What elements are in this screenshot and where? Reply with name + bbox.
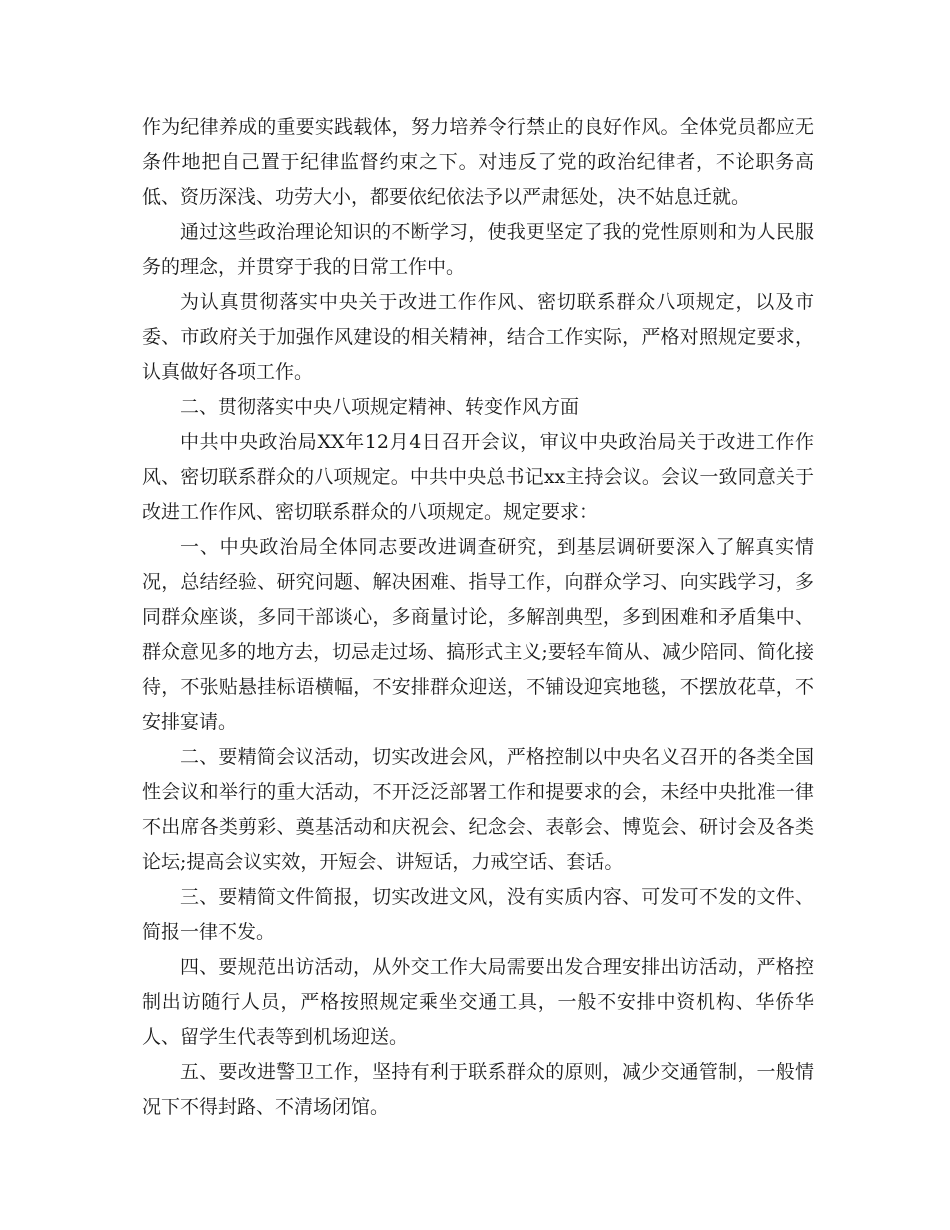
document-body	[142, 110, 814, 1125]
paragraph: 为认真贯彻落实中央关于改进工作作风、密切联系群众八项规定，以及市委、市政府关于加强作风建设的相关精神，结合工作实际，严格对照规定要求，认真做好各项工作。	[142, 291, 814, 383]
list-item: 五、要改进警卫工作，坚持有利于联系群众的原则，减少交通管制，一般情况下不得封路、不清场闭馆。	[142, 1061, 814, 1118]
list-item: 一、中央政治局全体同志要改进调查研究，到基层调研要深入了解真实情况，总结经验、研究问题、解决困难、指导工作，向群众学习、向实践学习，多同群众座谈，多同干部谈心，多商量讨论，多解剖典型，多到困难和矛盾集中、群众意见多的地方去，切忌走过场、搞形式主义;要轻车简从、减少陪同、简化接待，不张贴悬挂标语横幅，不安排群众迎送，不铺设迎宾地毯，不摆放花草，不安排宴请。	[142, 536, 814, 733]
list-item: 二、要精简会议活动，切实改进会风，严格控制以中央名义召开的各类全国性会议和举行的重大活动，不开泛泛部署工作和提要求的会，未经中央批准一律不出席各类剪彩、奠基活动和庆祝会、纪念会、表彰会、博览会、研讨会及各类论坛;提高会议实效，开短会、讲短话，力戒空话、套话。	[142, 746, 814, 873]
paragraph: 中共中央政治局XX年12月4日召开会议，审议中央政治局关于改进工作作风、密切联系群众的八项规定。中共中央总书记xx主持会议。会议一致同意关于改进工作作风、密切联系群众的八项规定。规定要求：	[142, 431, 814, 523]
paragraph: 通过这些政治理论知识的不断学习，使我更坚定了我的党性原则和为人民服务的理念，并贯穿于我的日常工作中。	[142, 221, 814, 278]
list-item: 四、要规范出访活动，从外交工作大局需要出发合理安排出访活动，严格控制出访随行人员，严格按照规定乘坐交通工具，一般不安排中资机构、华侨华人、留学生代表等到机场迎送。	[142, 956, 814, 1048]
section-heading: 二、贯彻落实中央八项规定精神、转变作风方面	[180, 396, 580, 418]
list-item: 三、要精简文件简报，切实改进文风，没有实质内容、可发可不发的文件、简报一律不发。	[142, 886, 814, 943]
paragraph-continuation: 作为纪律养成的重要实践载体，努力培养令行禁止的良好作风。全体党员都应无条件地把自己置于纪律监督约束之下。对违反了党的政治纪律者，不论职务高低、资历深浅、功劳大小，都要依纪依法予以严肃惩处，决不姑息迁就。	[142, 116, 814, 208]
